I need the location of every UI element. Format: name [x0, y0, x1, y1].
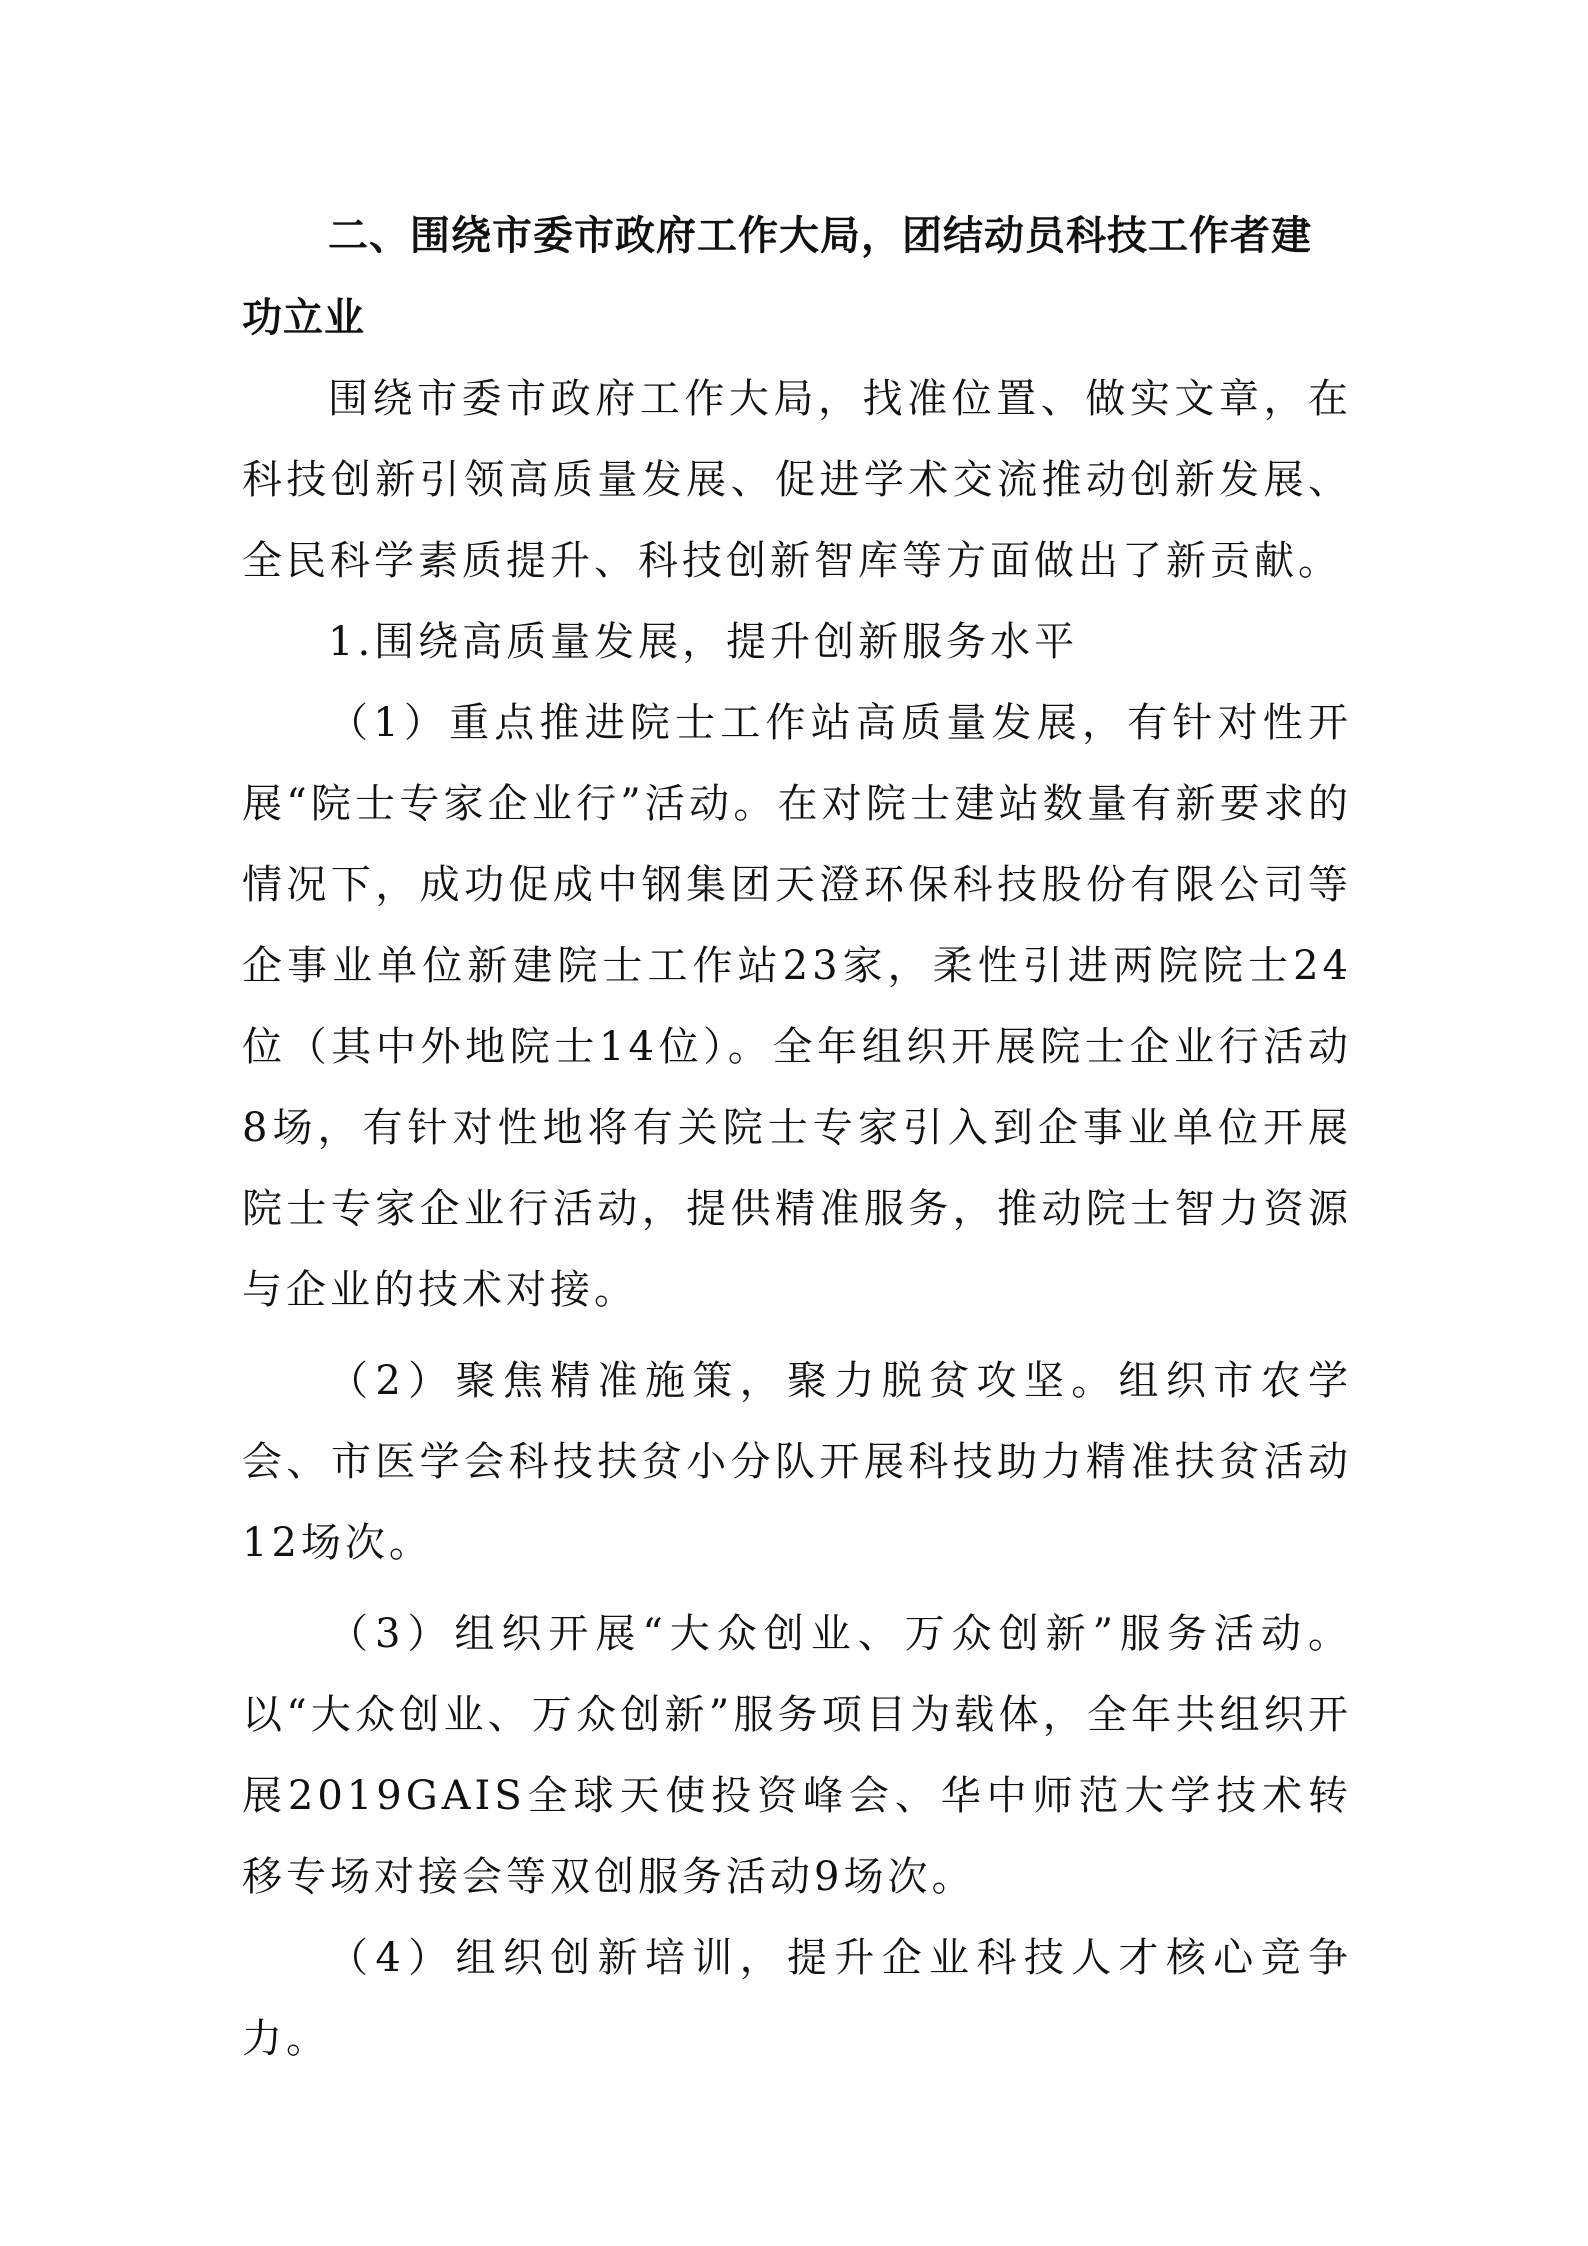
item-paragraph-4: （4）组织创新培训，提升企业科技人才核心竞争力。	[242, 1935, 1352, 2062]
paragraph-gap	[242, 1584, 1352, 1594]
paragraph-gap	[242, 1331, 1352, 1341]
item-paragraph-1: （1）重点推进院士工作站高质量发展，有针对性开展“院士专家企业行”活动。在对院士建站数量有新要求的情况下，成功促成中钢集团天澄环保科技股份有限公司等企事业单位新建院士工作站23家，柔性引进两院院士24位（其中外地院士14位）。全年组织开展院士企业行活动8场，有针对性地将有关院士专家引入到企事业单位开展院士专家企业行活动，提供精准服务，推动院士智力资源与企业的技术对接。	[242, 700, 1352, 1313]
intro-paragraph: 围绕市委市政府工作大局，找准位置、做实文章，在科技创新引领高质量发展、促进学术交流推动创新发展、全民科学素质提升、科技创新智库等方面做出了新贡献。	[242, 376, 1352, 584]
item-paragraph-2: （2）聚焦精准施策，聚力脱贫攻坚。组织市农学会、市医学会科技扶贫小分队开展科技助力精准扶贫活动12场次。	[242, 1358, 1352, 1566]
section-heading: 二、围绕市委市政府工作大局，团结动员科技工作者建功立业	[242, 213, 1312, 341]
item-paragraph-3: （3）组织开展“大众创业、万众创新”服务活动。以“大众创业、万众创新”服务项目为载体，全年共组织开展2019GAIS全球天使投资峰会、华中师范大学技术转移专场对接会等双创服务活动9场次。	[242, 1611, 1352, 1900]
document-body	[242, 195, 1352, 2080]
subsection-heading: 1.围绕高质量发展，提升创新服务水平	[328, 619, 1079, 665]
